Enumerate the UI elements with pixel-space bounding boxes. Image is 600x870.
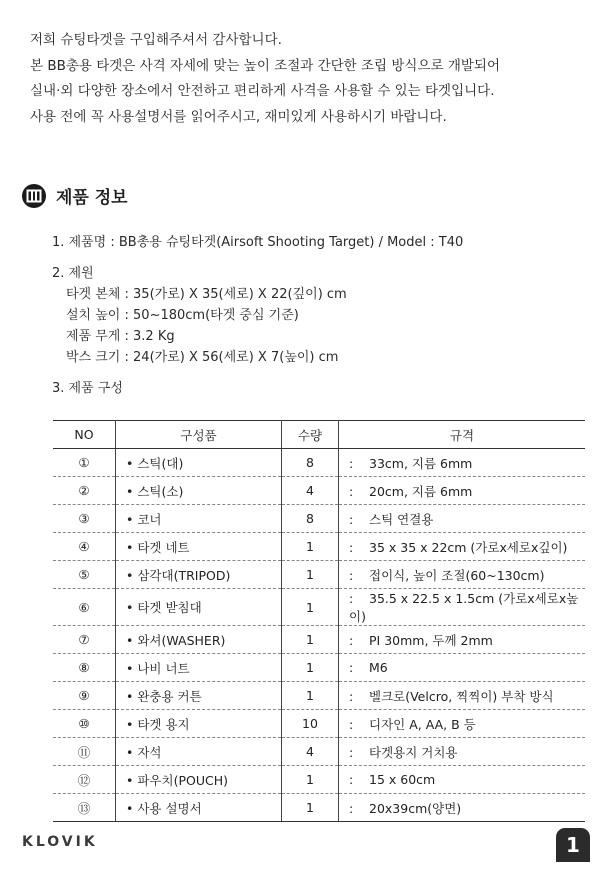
- row-name: • 타겟 받침대: [116, 589, 282, 626]
- row-spec-cell: [339, 449, 586, 477]
- table-row: [53, 561, 585, 589]
- row-qty: 1: [282, 794, 339, 822]
- row-no: ⑧: [53, 654, 116, 682]
- row-spec: 접이식, 높이 조절(60~130cm): [369, 567, 545, 583]
- row-qty: 4: [282, 477, 339, 505]
- row-spec-cell: [339, 682, 586, 710]
- row-colon: :: [349, 688, 354, 704]
- table-row: [53, 766, 585, 794]
- row-spec: 20x39cm(양면): [369, 800, 462, 816]
- row-spec-cell: [339, 794, 586, 822]
- row-name: • 사용 설명서: [116, 794, 282, 822]
- header-no: NO: [53, 421, 116, 449]
- table-row: [53, 654, 585, 682]
- row-colon: :: [349, 539, 354, 555]
- row-name: • 타겟 용지: [116, 710, 282, 738]
- spec-item: [66, 284, 463, 305]
- row-spec: M6: [369, 660, 388, 675]
- row-name: • 삼각대(TRIPOD): [116, 561, 282, 589]
- spec-value: 50~180cm(타겟 중심 기준): [133, 308, 299, 323]
- row-qty: 8: [282, 449, 339, 477]
- table-row: [53, 682, 585, 710]
- row-no: ⑫: [53, 766, 116, 794]
- spec-value: 3.2 Kg: [133, 329, 175, 344]
- row-colon: :: [349, 744, 354, 760]
- row-qty: 8: [282, 505, 339, 533]
- intro-line: 실내·외 다양한 장소에서 안전하고 편리하게 사격을 사용할 수 있는 타겟입니다.: [30, 83, 495, 99]
- spec-item: [66, 347, 463, 368]
- table-row: [53, 710, 585, 738]
- row-qty: 4: [282, 738, 339, 766]
- table-row: [53, 477, 585, 505]
- row-qty: 1: [282, 766, 339, 794]
- page-number: 1: [556, 828, 590, 862]
- product-info-icon: [22, 184, 46, 208]
- row-colon: :: [349, 591, 354, 606]
- product-name-line: [52, 232, 463, 253]
- row-no: ④: [53, 533, 116, 561]
- row-colon: :: [349, 772, 354, 787]
- row-spec-cell: [339, 654, 586, 682]
- row-name: • 자석: [116, 738, 282, 766]
- row-no: ⑦: [53, 626, 116, 654]
- row-qty: 1: [282, 654, 339, 682]
- row-no: ③: [53, 505, 116, 533]
- specs-list: [52, 284, 463, 368]
- spec-label: 설치 높이 :: [66, 308, 129, 323]
- row-name: • 스틱(소): [116, 477, 282, 505]
- section-title: 제품 정보: [56, 188, 128, 208]
- row-spec-cell: [339, 505, 586, 533]
- row-no: ⑩: [53, 710, 116, 738]
- row-colon: :: [349, 632, 354, 648]
- row-spec: 20cm, 지름 6mm: [369, 483, 473, 499]
- row-spec: 디자인 A, AA, B 등: [369, 716, 476, 732]
- row-qty: 1: [282, 561, 339, 589]
- table-row: [53, 794, 585, 822]
- row-colon: :: [349, 800, 354, 816]
- row-spec: 35 x 35 x 22cm (가로x세로x깊이): [369, 539, 568, 555]
- row-no: ⑥: [53, 589, 116, 626]
- header-name: 구성품: [116, 421, 282, 449]
- row-spec-cell: [339, 561, 586, 589]
- intro-line: 본 BB총용 타겟은 사격 자세에 맞는 높이 조절과 간단한 조립 방식으로 개발되어: [30, 57, 500, 74]
- table-header-row: [53, 421, 585, 449]
- row-qty: 1: [282, 533, 339, 561]
- header-spec: 규격: [339, 421, 586, 449]
- row-spec: 33cm, 지름 6mm: [369, 455, 473, 471]
- row-name: • 완충용 커튼: [116, 682, 282, 710]
- section-header: [22, 183, 128, 208]
- row-qty: 10: [282, 710, 339, 738]
- row-name: • 코너: [116, 505, 282, 533]
- table-row: [53, 449, 585, 477]
- row-no: ⑬: [53, 794, 116, 822]
- row-name: • 나비 너트: [116, 654, 282, 682]
- row-spec: PI 30mm, 두께 2mm: [369, 632, 493, 648]
- spec-item: [66, 326, 463, 347]
- row-no: ⑪: [53, 738, 116, 766]
- intro-line: 사용 전에 꼭 사용설명서를 읽어주시고, 재미있게 사용하시기 바랍니다.: [30, 108, 447, 125]
- spec-value: 24(가로) X 56(세로) X 7(높이) cm: [133, 350, 339, 365]
- table-row: [53, 589, 585, 626]
- table-row: [53, 626, 585, 654]
- row-qty: 1: [282, 682, 339, 710]
- row-no: ①: [53, 449, 116, 477]
- row-no: ⑨: [53, 682, 116, 710]
- row-colon: :: [349, 567, 354, 583]
- row-spec: 벨크로(Velcro, 찍찍이) 부착 방식: [369, 688, 554, 704]
- spec-value: 35(가로) X 35(세로) X 22(깊이) cm: [133, 287, 347, 302]
- row-name: • 파우치(POUCH): [116, 766, 282, 794]
- row-spec-cell: [339, 710, 586, 738]
- row-spec: 15 x 60cm: [369, 772, 436, 787]
- row-colon: :: [349, 483, 354, 499]
- row-colon: :: [349, 716, 354, 732]
- spec-label: 박스 크기 :: [66, 350, 129, 365]
- row-qty: 1: [282, 589, 339, 626]
- table-row: [53, 533, 585, 561]
- product-name-value: BB총용 슈팅타겟(Airsoft Shooting Target) / Model : T40: [118, 235, 464, 250]
- row-spec: 스틱 연결용: [369, 511, 434, 527]
- row-qty: 1: [282, 626, 339, 654]
- row-name: • 스틱(대): [116, 449, 282, 477]
- row-spec-cell: [339, 738, 586, 766]
- row-spec: 35.5 x 22.5 x 1.5cm (가로x세로x높이): [349, 591, 579, 624]
- product-info: [52, 232, 463, 399]
- row-spec-cell: [339, 589, 586, 626]
- table-row: [53, 738, 585, 766]
- table-row: [53, 505, 585, 533]
- spec-label: 제품 무게 :: [66, 329, 129, 344]
- composition-heading: 3. 제품 구성: [52, 381, 123, 396]
- row-name: • 와셔(WASHER): [116, 626, 282, 654]
- product-name-label: 1. 제품명 :: [52, 235, 115, 250]
- row-name: • 타겟 네트: [116, 533, 282, 561]
- row-no: ⑤: [53, 561, 116, 589]
- row-spec-cell: [339, 477, 586, 505]
- row-colon: :: [349, 660, 354, 675]
- row-colon: :: [349, 511, 354, 527]
- row-spec-cell: [339, 766, 586, 794]
- spec-label: 타겟 본체 :: [66, 287, 129, 302]
- row-colon: :: [349, 455, 354, 471]
- specs-heading: 2. 제원: [52, 266, 94, 281]
- spec-item: [66, 305, 463, 326]
- header-qty: 수량: [282, 421, 339, 449]
- brand-logo: KLOVIK: [22, 834, 98, 850]
- intro-line: 저희 슈팅타겟을 구입해주셔서 감사합니다.: [30, 32, 282, 48]
- row-spec-cell: [339, 626, 586, 654]
- row-spec-cell: [339, 533, 586, 561]
- parts-table: [53, 420, 585, 822]
- row-spec: 타겟용지 거치용: [369, 744, 458, 760]
- intro-text: [30, 28, 590, 130]
- row-no: ②: [53, 477, 116, 505]
